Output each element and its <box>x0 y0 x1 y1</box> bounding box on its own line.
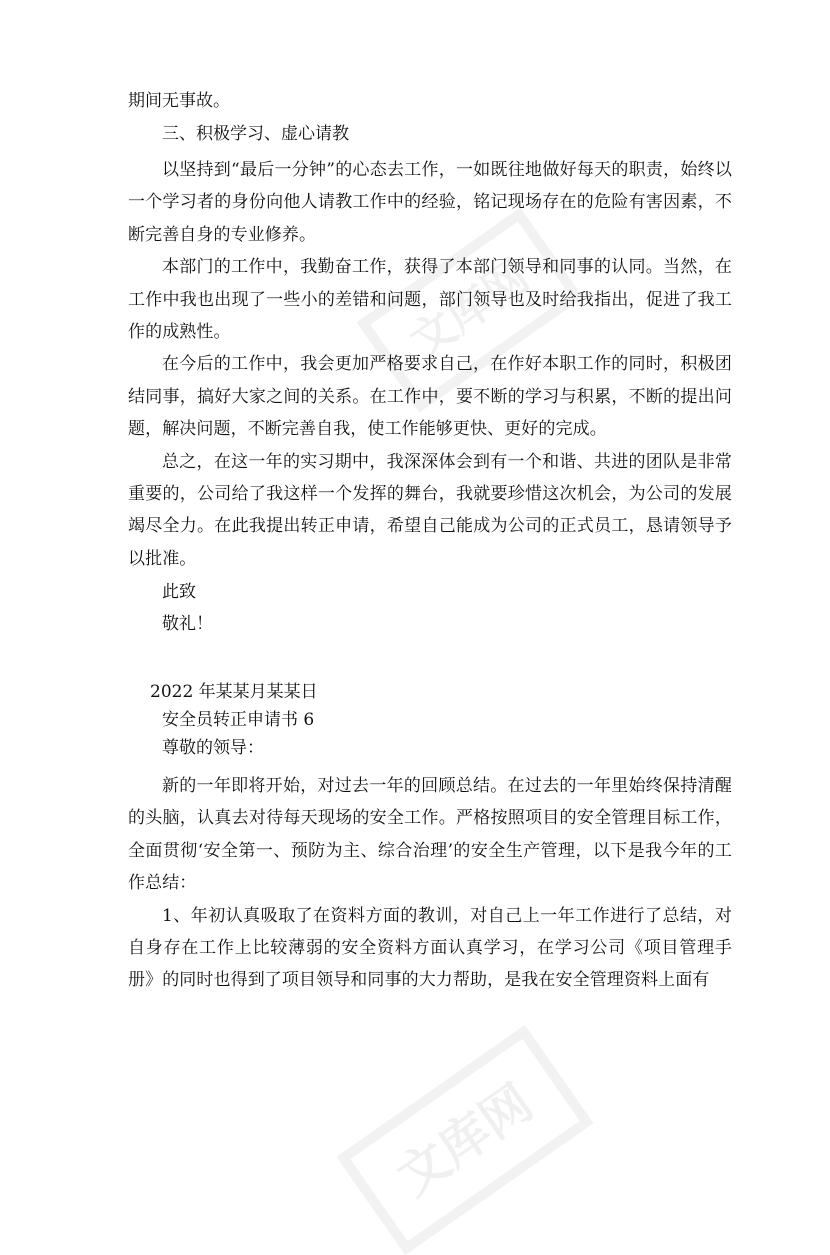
date-line: 2022 年某某月某某日 <box>150 682 318 702</box>
paragraph: 在今后的工作中，我会更加严格要求自己，在作好本职工作的同时，积极团结同事，搞好大家之间的关系。在工作中，要不断的学习与积累，不断的提出问题，解决问题，不断完善自我，使工作能够更快、更好的完成。 <box>128 354 732 440</box>
salutation: 尊敬的领导： <box>162 738 264 758</box>
section-heading: 三、积极学习、虚心请教 <box>162 124 349 144</box>
paragraph: 总之，在这一年的实习期中，我深深体会到有一个和谐、共进的团队是非常重要的，公司给了我这样一个发挥的舞台，我就要珍惜这次机会，为公司的发展竭尽全力。在此我提出转正申请，希望自己能成为公司的正式员工，恳请领导予以批准。 <box>128 451 732 569</box>
paragraph: 新的一年即将开始，对过去一年的回顾总结。在过去的一年里始终保持清醒的头脑，认真去对待每天现场的安全工作。严格按照项目的安全管理目标工作，全面贯彻‘安全第一、预防为主、综合治理’的安全生产管理，以下是我今年的工作总结： <box>128 776 732 894</box>
paragraph: 以坚持到“最后一分钟”的心态去工作，一如既往地做好每天的职责，始终以一个学习者的身份向他人请教工作中的经验，铭记现场存在的危险有害因素，不断完善自身的专业修养。 <box>128 160 732 245</box>
body-section-2 <box>128 770 732 997</box>
document-title: 安全员转正申请书 6 <box>162 710 315 730</box>
body-section-1 <box>128 154 732 575</box>
watermark-logo: 文库网 <box>357 208 584 413</box>
paragraph: 本部门的工作中，我勤奋工作，获得了本部门领导和同事的认同。当然，在工作中我也出现了一些小的差错和问题，部门领导也及时给我指出，促进了我工作的成熟性。 <box>128 257 732 343</box>
watermark-logo: 文库网 <box>336 1025 593 1255</box>
paragraph: 1、年初认真吸取了在资料方面的教训，对自己上一年工作进行了总结，对自身存在工作上比较薄弱的安全资料方面认真学习，在学习公司《项目管理手册》的同时也得到了项目领导和同事的大力帮助，是我在安全管理资料上面有 <box>128 905 732 991</box>
continuation-line: 期间无事故。 <box>128 91 230 111</box>
closing-line: 敬礼！ <box>162 614 213 634</box>
closing-line: 此致 <box>162 582 196 602</box>
